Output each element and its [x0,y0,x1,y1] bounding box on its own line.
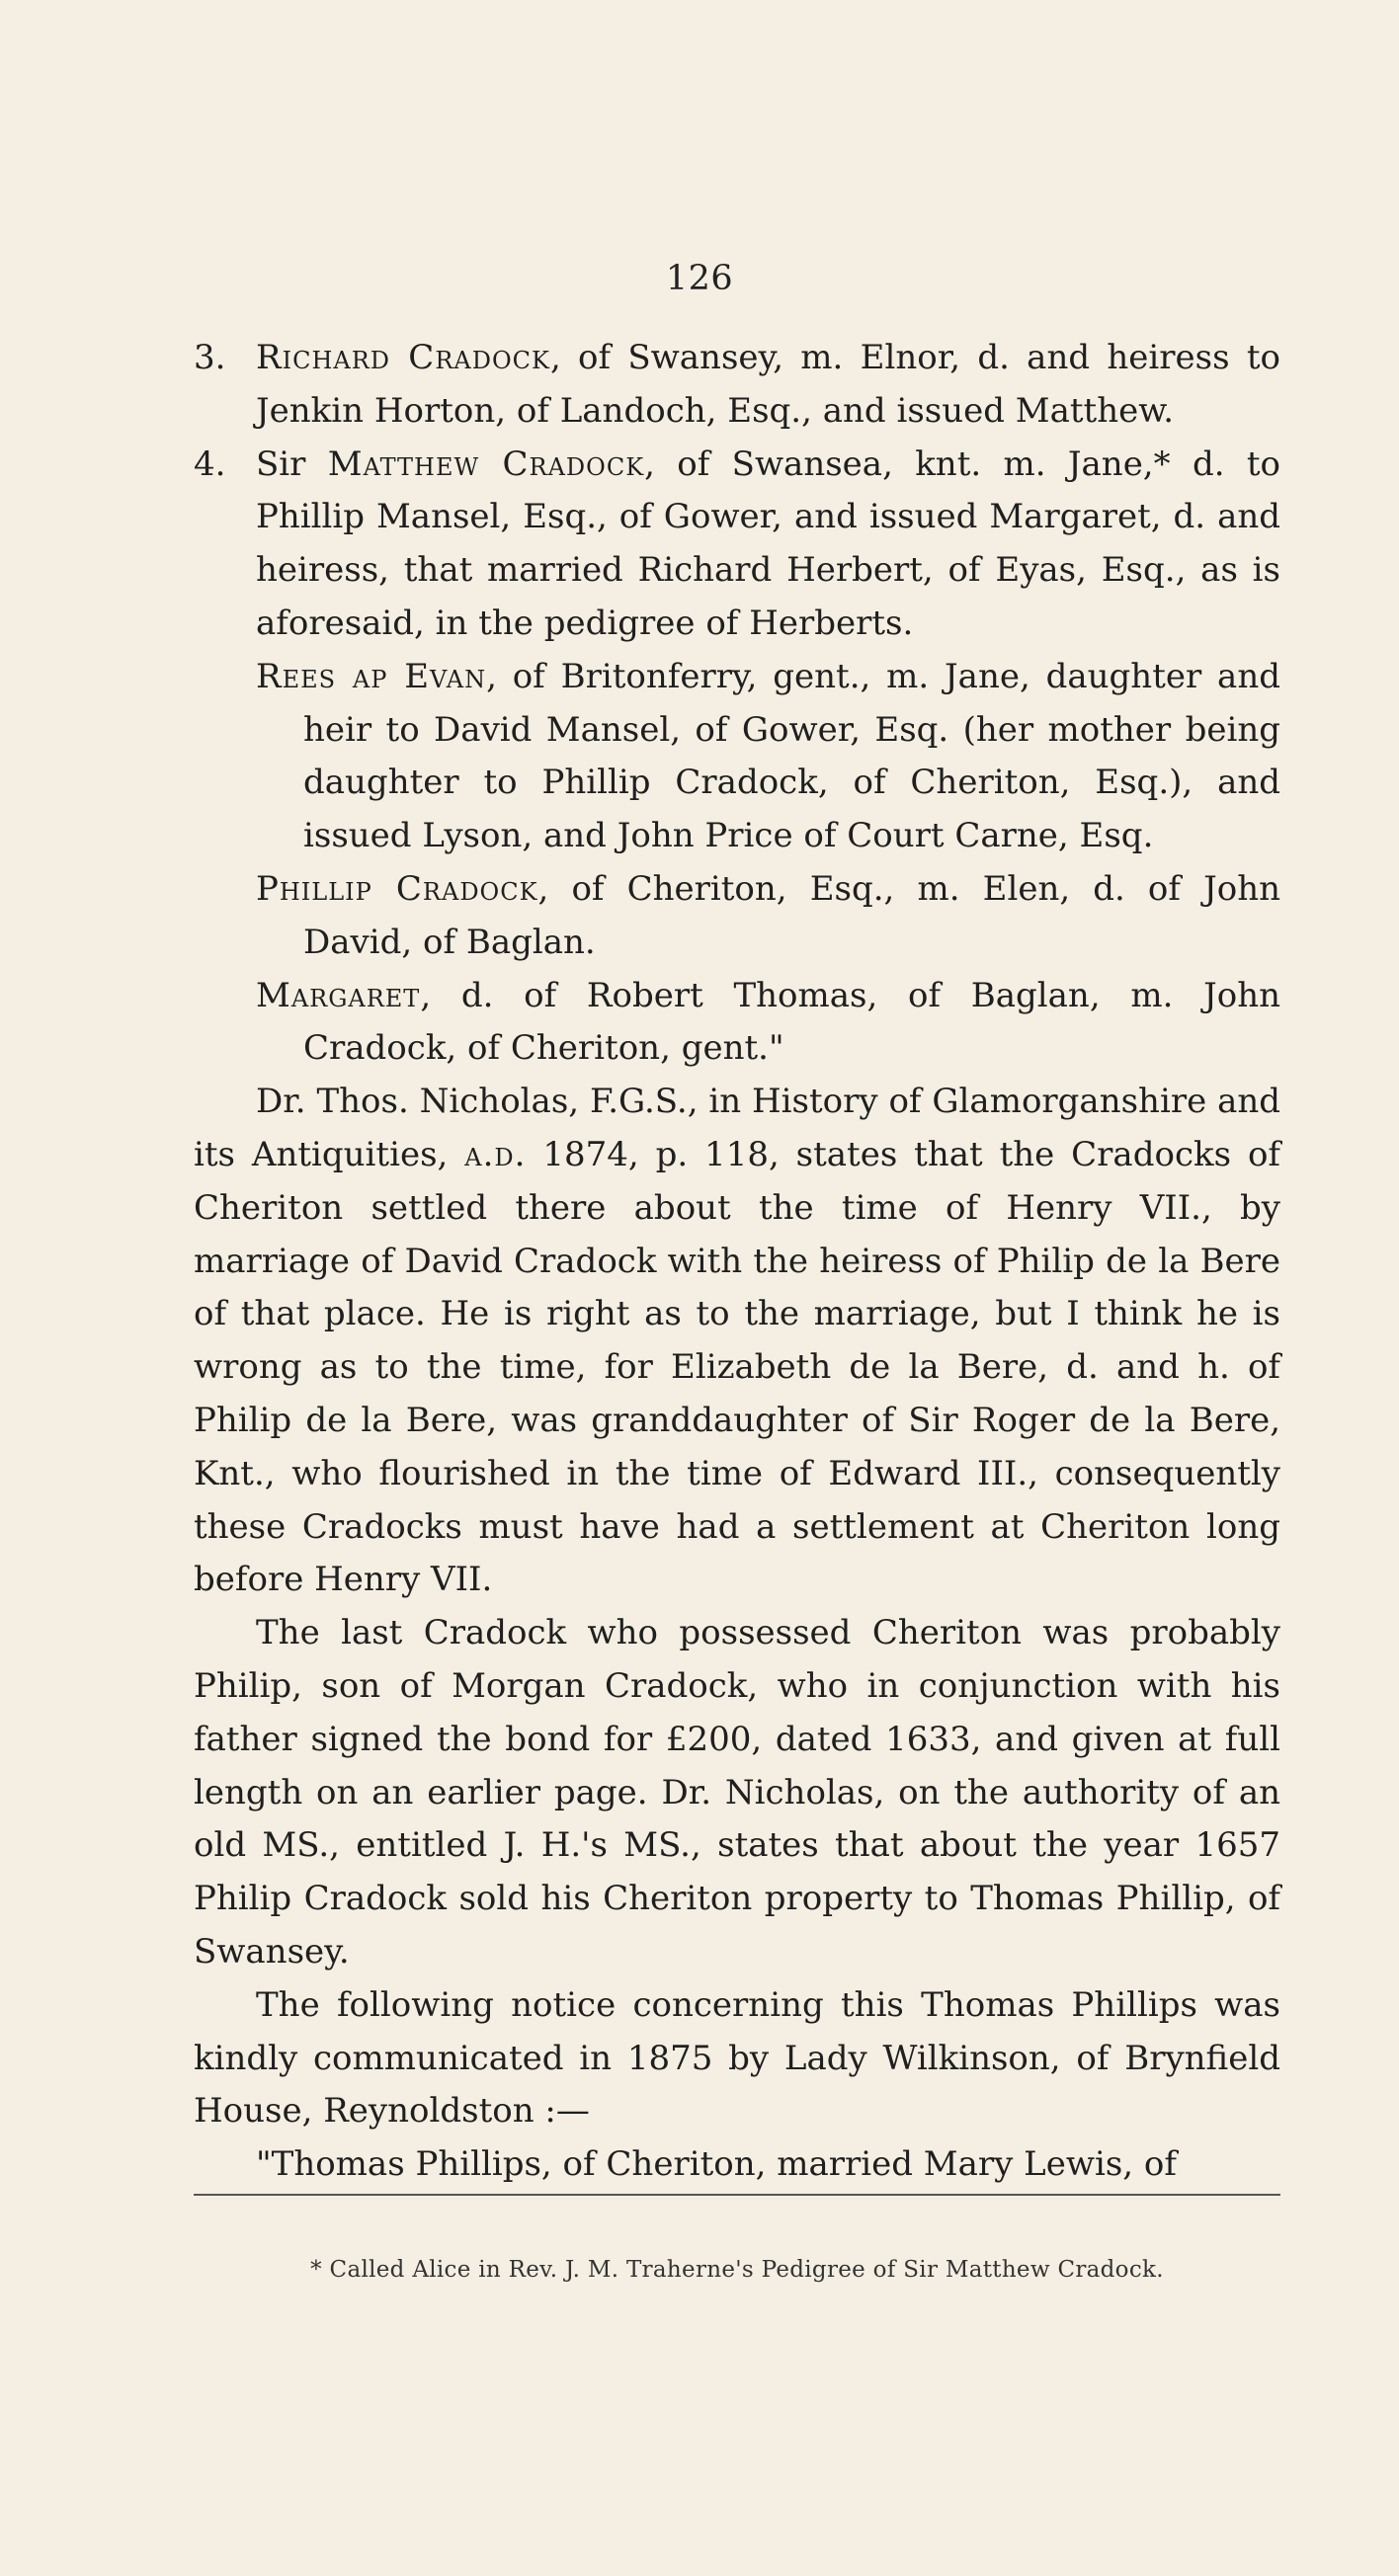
era-abbreviation: a.d. [464,1134,527,1174]
subentry-body [256,970,1280,1077]
subentry-text: , of Britonferry, gent., m. Jane, daughter and heir to David Mansel, of Gower, Esq. (her mother being daughter to Phillip Cradock, of Cheriton, Esq.), and issued Lyson, and John Price of Court Carne, Esq. [303,656,1280,856]
page-number: 126 [665,259,734,298]
footnote: * Called Alice in Rev. J. M. Traherne's Pedigree of Sir Matthew Cradock. [310,2257,1164,2283]
subentry-name: Margaret [256,975,421,1015]
pedigree-subentry [194,970,1280,1077]
subentry-text: , of Cheriton, Esq., m. Elen, d. of John David, of Baglan. [303,868,1280,962]
paragraph [194,2138,1280,2192]
subentry-name: Rees ap Evan [256,656,487,696]
pedigree-subentry [194,863,1280,970]
entry-name: Richard Cradock [256,338,550,377]
subentry-name: Phillip Cradock [256,868,538,909]
paragraph [194,1076,1280,1607]
subentry-body [256,863,1280,970]
pedigree-subentry [194,651,1280,863]
subentry-body [256,651,1280,863]
footnote-divider [194,2194,1280,2196]
subentry-text: , d. of Robert Thomas, of Baglan, m. John Cradock, of Cheriton, gent." [303,975,1280,1069]
entry-body [256,332,1280,439]
entry-body [256,439,1280,651]
entry-prefix: Sir [256,443,328,484]
entry-name: Matthew Cradock [327,443,645,484]
entry-number: 4. [194,443,226,484]
pedigree-entry-3 [194,332,1280,439]
paragraph-text: "Thomas Phillips, of Cheriton, married Mary Lewis, of [256,2144,1177,2185]
paragraph-text: The following notice concerning this Thomas Phillips was kindly communicated in 1875 by Lady Wilkinson, of Brynfield House, Reynoldston :— [194,1984,1280,2132]
entry-text: , of Swansea, knt. m. Jane,* d. to Phillip Mansel, Esq., of Gower, and issued Margaret, d. and heiress, that married Richard Herbert, of Eyas, Esq., as is aforesaid, in the pedigree of Herberts. [256,443,1280,643]
paragraph-text: Dr. Thos. Nicholas, F.G.S., in History of Glamorganshire and its Antiquities, [194,1082,1280,1174]
paragraph [194,1979,1280,2138]
main-text [194,332,1280,2192]
entry-number: 3. [194,338,226,377]
entry-text: , of Swansey, m. Elnor, d. and heiress to Jenkin Horton, of Landoch, Esq., and issued Matthew. [256,338,1280,431]
paragraph [194,1607,1280,1979]
paragraph-text: The last Cradock who possessed Cheriton was probably Philip, son of Morgan Cradock, who in conjunction with his father signed the bond for £200, dated 1633, and given at full length on an earlier page. Dr. Nicholas, on the authority of an old MS., entitled J. H.'s MS., states that about the year 1657 Philip Cradock sold his Cheriton property to Thomas Phillip, of Swansey. [194,1613,1280,1972]
pedigree-entry-4 [194,439,1280,651]
paragraph-text: 1874, p. 118, states that the Cradocks of Cheriton settled there about the time of Henry VII., by marriage of David Cradock with the heiress of Philip de la Bere of that place. He is right as to the marriage, but I think he is wrong as to the time, for Elizabeth de la Bere, d. and h. of Philip de la Bere, was granddaughter of Sir Roger de la Bere, Knt., who flourished in the time of Edward III., consequently these Cradocks must have had a settlement at Cheriton long before Henry VII. [194,1134,1280,1600]
